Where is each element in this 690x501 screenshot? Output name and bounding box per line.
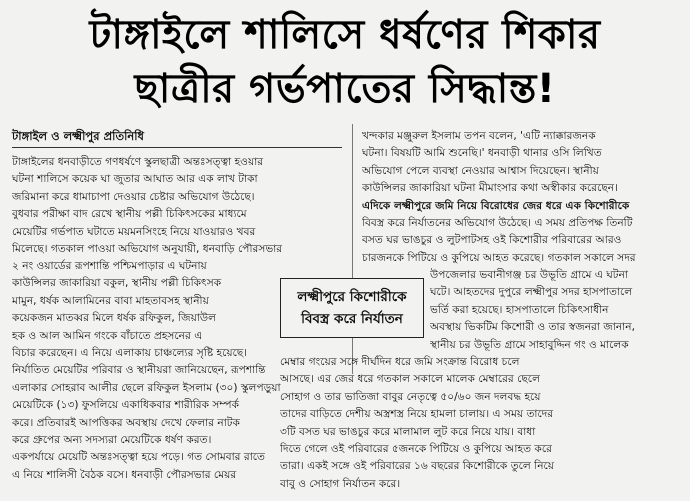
- right-column-top: [362, 128, 682, 267]
- text-line: কাউন্সিলর জাকারিয়া বকুল, স্থানীয় পল্লী চিকিৎসক: [12, 277, 222, 290]
- text-line: বুধবার পরীক্ষা বাদ রেখে স্থানীয় পল্লী চিকিৎসকের মাধ্যমে: [12, 208, 247, 221]
- byline: টাঙ্গাইল ও লক্ষ্মীপুর প্রতিনিধি: [12, 129, 144, 143]
- text-line: এদিকে লক্ষ্মীপুরে জমি নিয়ে বিরোধের জের ধরে এক কিশোরীকে: [362, 199, 630, 212]
- text-line: উপজেলার ভবানীগঞ্জ চর উভূতি গ্রামে এ ঘটনা: [430, 269, 628, 281]
- text-line: মেয়েটির গর্ভপাত ঘটাতে ময়মনসিংহে নিয়ে যাওয়ারও খবর: [12, 225, 256, 238]
- text-line: তারা। একই সঙ্গে ওই পরিবারের ১৬ বছরের কিশোরীকে তুলে নিয়ে: [280, 460, 555, 473]
- pull-quote-box: [280, 278, 424, 338]
- left-column-middle: [12, 258, 268, 345]
- text-line: ভর্তি করা হয়েছে। হাসপাতালে চিকিৎসাধীন: [430, 303, 609, 316]
- text-line: স্থানীয় চর উভূতি গ্রামে সাহাবুদ্দিন গং ও মালেক: [430, 338, 629, 351]
- text-line: ঘটনা শালিসে কয়েক ঘা জুতার আঘাত আর এক লাখ টাকা: [12, 173, 258, 186]
- text-line: চারজনকে পিটিয়ে ও কুপিয়ে আহত করেছে। গতকাল সকালে সদর: [362, 251, 636, 264]
- text-line: সোহাগ ও তার ভাতিজা বাবুর নেতৃত্বে ৫০/৬০ জন দলবদ্ধ হয়ে: [280, 390, 541, 403]
- text-line: এলাকার সোহরাব আলীর ছেলে রফিকুল ইসলাম (৩০) স্কুলপড়ুয়া: [12, 381, 281, 394]
- left-column-top: [12, 154, 342, 258]
- text-line: হক ও আল আমিন গংকে বাঁচাতে প্রহসনের এ: [12, 329, 203, 342]
- text-line: মেয়েটিকে (১৩) ফুসলিয়ে একাধিকবার শারীরিক সম্পর্ক: [12, 399, 240, 412]
- headline: [0, 8, 690, 116]
- text-line: অবস্থায় ভিকটিম কিশোরী ও তার স্বজনরা জানান,: [430, 321, 635, 334]
- text-line: জরিমানা করে ধামাচাপা দেওয়ার চেষ্টার অভিযোগ উঠেছে।: [12, 190, 255, 203]
- text-line: নির্যাতিত মেয়েটির পরিবার ও স্থানীয়রা জানিয়েছেন, রূপশান্তি: [12, 364, 266, 377]
- text-line: বিচার করেছেন। এ নিয়ে এলাকায় চাঞ্চল্যের সৃষ্টি হয়েছে।: [12, 347, 248, 359]
- text-line: একপর্যায়ে মেয়েটি অন্তঃসত্ত্বা হয়ে পড়ে। গত সোমবার রাতে: [12, 451, 265, 464]
- text-line: বিবস্ত্র করে নির্যাতনের অভিযোগ উঠেছে। এ সময় প্রতিপক্ষ তিনটি: [362, 217, 633, 230]
- text-line: ঘটনা। বিষয়টি আমি শুনেছি।' ধনবাড়ী থানার ওসি লিখিত: [362, 147, 602, 160]
- text-line: মেম্বার গংয়ের সঙ্গে দীর্ঘদিন ধরে জমি সংক্রান্ত বিরোধ চলে: [280, 356, 520, 368]
- byline-rule: [12, 147, 342, 148]
- right-column-bottom: [280, 354, 682, 493]
- text-line: ৩টি বসত ঘর ভাঙচুর করে মালামাল লুট করে নিয়ে যায়। বাধা: [280, 425, 536, 438]
- headline-line-1: টাঙ্গাইলে শালিসে ধর্ষণের শিকার: [89, 12, 601, 58]
- text-line: ঘটে। আহতদের দুপুরে লক্ষ্মীপুর সদর হাসপাতালে: [430, 286, 633, 299]
- text-line: করে। প্রতিবারই আপত্তিকর অবস্থায় দেখে ফেলার নাটক: [12, 416, 240, 429]
- text-line: কাউন্সিলর জাকারিয়া ঘটনা মীমাংসার কথা অস্বীকার করেছেন।: [362, 182, 618, 195]
- pull-quote-line-2: বিবস্ত্র করে নির্যাতন: [301, 311, 403, 327]
- pull-quote-line-1: লক্ষ্মীপুরে কিশোরীকে: [297, 289, 407, 305]
- text-line: খন্দকার মঞ্জুরুল ইসলাম তপন বলেন, 'এটি ন্যাক্কারজনক: [362, 130, 596, 142]
- text-line: করে গ্রুপের অন্য সদস্যরা মেয়েটিকে ধর্ষণ করত।: [12, 434, 212, 447]
- text-line: মামুন, ধর্ষক আলামিনের বাবা মাহতাবসহ স্থানীয়: [12, 294, 209, 307]
- text-line: কয়েকজন মাতব্বর মিলে ধর্ষক রফিকুল, জিয়াউল: [12, 312, 217, 325]
- text-line: বাবু ও সোহাগ নির্যাতন করে।: [280, 477, 401, 490]
- text-line: আসছে। এর জের ধরে গতকাল সকালে মালেক মেম্বারের ছেলে: [280, 373, 540, 386]
- headline-line-2: ছাত্রীর গর্ভপাতের সিদ্ধান্ত!: [134, 66, 556, 112]
- text-line: টাঙ্গাইলের ধনবাড়ীতে গণধর্ষণে স্কুলছাত্রী অন্তঃসত্ত্বা হওয়ার: [12, 156, 264, 168]
- text-line: ২ নং ওয়ার্ডের রূপশান্তি পশ্চিমপাড়ার এ ঘটনায়: [12, 260, 207, 272]
- right-column-middle: [430, 267, 682, 354]
- text-line: দিতে গেলে ওই পরিবারের ৫জনকে পিটিয়ে ও কুপিয়ে আহত করে: [280, 443, 552, 456]
- text-line: বসত ঘর ভাঙচুর ও লুটপাটসহ ওই কিশোরীর পরিবারের আরও: [362, 234, 622, 247]
- text-line: তাদের বাড়িতে দেশীয় অস্ত্রশস্ত্র নিয়ে হামলা চালায়। এ সময় তাদের: [280, 408, 554, 421]
- text-line: মিলেছে। গতকাল পাওয়া অভিযোগ অনুযায়ী, ধনবাড়ি পৌরসভার: [12, 243, 283, 256]
- text-line: অভিযোগ পেলে ব্যবস্থা নেওয়ার আশ্বাস দিয়েছেন। স্থানীয়: [362, 164, 599, 177]
- text-line: এ নিয়ে শালিসী বৈঠক বসে। ধনবাড়ী পৌরসভার মেয়র: [12, 468, 237, 481]
